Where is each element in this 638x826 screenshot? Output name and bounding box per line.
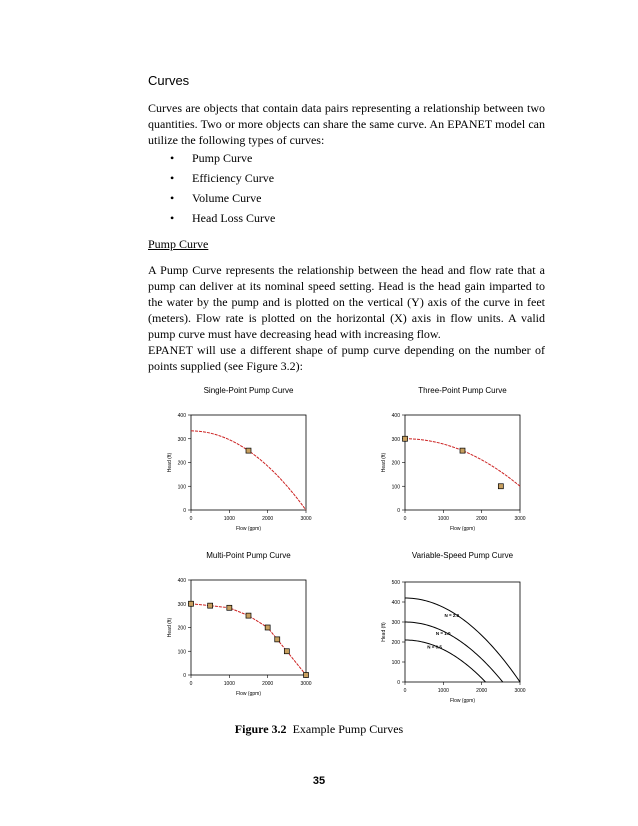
y-tick-label: 200	[391, 640, 400, 646]
series-label: N = 1.0	[435, 631, 451, 636]
three-point-chart-svg	[362, 383, 542, 533]
variable-speed-chart	[362, 548, 542, 713]
y-tick-label: 200	[177, 460, 186, 467]
single-point-chart-svg	[148, 383, 328, 533]
list-item-label: Efficiency Curve	[192, 171, 275, 185]
list-item	[170, 190, 275, 210]
pump-curve-paragraph: A Pump Curve represents the relationship between the head and flow rate that a pump can deliver at its nominal speed setting. Head is the head gain imparted to the water by the pump and is plotted on the vertical (Y) axis of the curve in feet (meters). Flow rate is plotted on the horizontal (X) axis in flow units. A valid pump curve must have decreasing head with increasing flow.	[148, 263, 545, 341]
y-tick-label: 100	[391, 660, 400, 666]
x-tick-label: 1000	[223, 681, 235, 687]
list-item-label: Head Loss Curve	[192, 211, 276, 225]
y-axis-label: Head (ft)	[167, 617, 173, 638]
x-tick-label: 3000	[300, 516, 312, 522]
y-tick-label: 300	[391, 620, 400, 626]
y-tick-label: 400	[177, 413, 186, 419]
speed-curve-line	[405, 622, 503, 682]
pump-curve-line	[191, 431, 306, 510]
pump-curve-heading: Pump Curve	[148, 237, 209, 251]
pump-curve-line	[405, 439, 520, 486]
data-point-marker	[284, 649, 289, 654]
plot-frame	[405, 582, 520, 682]
y-tick-label: 400	[177, 578, 186, 584]
intro-paragraph: Curves are objects that contain data pairs representing a relationship between two quantities. Two or more objects can share the same curve. An EPANET model can utilize the following types of curves:	[148, 101, 545, 147]
list-item	[170, 210, 275, 230]
y-tick-label: 0	[397, 508, 400, 514]
multi-point-chart-svg	[148, 548, 328, 698]
figure-caption-text: Example Pump Curves	[292, 722, 404, 736]
data-point-marker	[275, 637, 280, 642]
x-tick-label: 3000	[514, 516, 526, 522]
data-point-marker	[208, 603, 213, 608]
data-point-marker	[246, 448, 251, 453]
single-point-chart	[148, 383, 328, 538]
x-tick-label: 2000	[476, 688, 488, 694]
figure-label: Figure 3.2	[234, 722, 287, 736]
x-tick-label: 1000	[223, 516, 235, 522]
y-axis-label: Head (ft)	[381, 452, 387, 473]
y-axis-label: Head (ft)	[167, 452, 173, 473]
y-tick-label: 100	[177, 484, 186, 491]
chart-title: Single-Point Pump Curve	[203, 386, 294, 395]
y-tick-label: 0	[183, 673, 186, 679]
y-tick-label: 100	[177, 649, 186, 656]
plot-frame	[191, 580, 306, 675]
x-tick-label: 2000	[262, 516, 274, 522]
figure-caption	[0, 722, 638, 737]
x-axis-label: Flow (gpm)	[449, 698, 476, 704]
bullet-icon: •	[170, 171, 175, 185]
list-item-label: Pump Curve	[192, 151, 253, 165]
y-tick-label: 200	[391, 460, 400, 467]
x-tick-label: 1000	[437, 688, 449, 694]
variable-speed-chart-svg	[362, 548, 542, 708]
page-number: 35	[312, 775, 326, 787]
chart-title: Multi-Point Pump Curve	[206, 551, 291, 560]
y-tick-label: 200	[177, 625, 186, 632]
x-tick-label: 2000	[476, 516, 488, 522]
list-item	[170, 150, 275, 170]
chart-title: Variable-Speed Pump Curve	[411, 551, 514, 560]
data-point-marker	[498, 484, 503, 489]
y-tick-label: 0	[397, 680, 400, 686]
x-axis-label: Flow (gpm)	[235, 691, 262, 697]
multi-point-chart	[148, 548, 328, 703]
y-tick-label: 400	[391, 600, 400, 606]
list-item-label: Volume Curve	[192, 191, 262, 205]
data-point-marker	[403, 436, 408, 441]
plot-frame	[191, 415, 306, 510]
data-point-marker	[460, 448, 465, 453]
curve-shape-paragraph: EPANET will use a different shape of pump curve depending on the number of points supplied (see Figure 3.2):	[148, 343, 545, 373]
series-label: N = 2.0	[444, 613, 460, 618]
x-tick-label: 3000	[300, 681, 312, 687]
x-tick-label: 0	[403, 516, 407, 522]
y-tick-label: 300	[177, 436, 186, 443]
y-tick-label: 300	[177, 601, 186, 608]
bullet-icon: •	[170, 211, 175, 225]
x-tick-label: 0	[403, 688, 407, 694]
bullet-icon: •	[170, 191, 175, 205]
y-tick-label: 400	[391, 413, 400, 419]
list-item	[170, 170, 275, 190]
y-tick-label: 300	[391, 436, 400, 443]
curve-type-list	[170, 150, 275, 230]
x-tick-label: 2000	[262, 681, 274, 687]
data-point-marker	[227, 605, 232, 610]
data-point-marker	[246, 613, 251, 618]
y-axis-label: Head (ft)	[381, 622, 387, 642]
y-tick-label: 500	[391, 580, 400, 586]
y-tick-label: 100	[391, 484, 400, 491]
section-title: Curves	[148, 73, 190, 88]
data-point-marker	[304, 673, 309, 678]
x-tick-label: 0	[189, 516, 193, 522]
speed-curve-line	[405, 598, 520, 682]
data-point-marker	[189, 601, 194, 606]
y-tick-label: 0	[183, 508, 186, 514]
three-point-chart	[362, 383, 542, 538]
series-label: N = 0.5	[427, 644, 442, 650]
x-tick-label: 3000	[514, 688, 526, 694]
x-axis-label: Flow (gpm)	[449, 526, 476, 532]
chart-title: Three-Point Pump Curve	[418, 386, 507, 395]
plot-frame	[405, 415, 520, 510]
x-tick-label: 0	[189, 681, 193, 687]
speed-curve-line	[405, 640, 486, 682]
data-point-marker	[265, 625, 270, 630]
x-tick-label: 1000	[437, 516, 449, 522]
bullet-icon: •	[170, 151, 175, 165]
x-axis-label: Flow (gpm)	[235, 526, 262, 532]
